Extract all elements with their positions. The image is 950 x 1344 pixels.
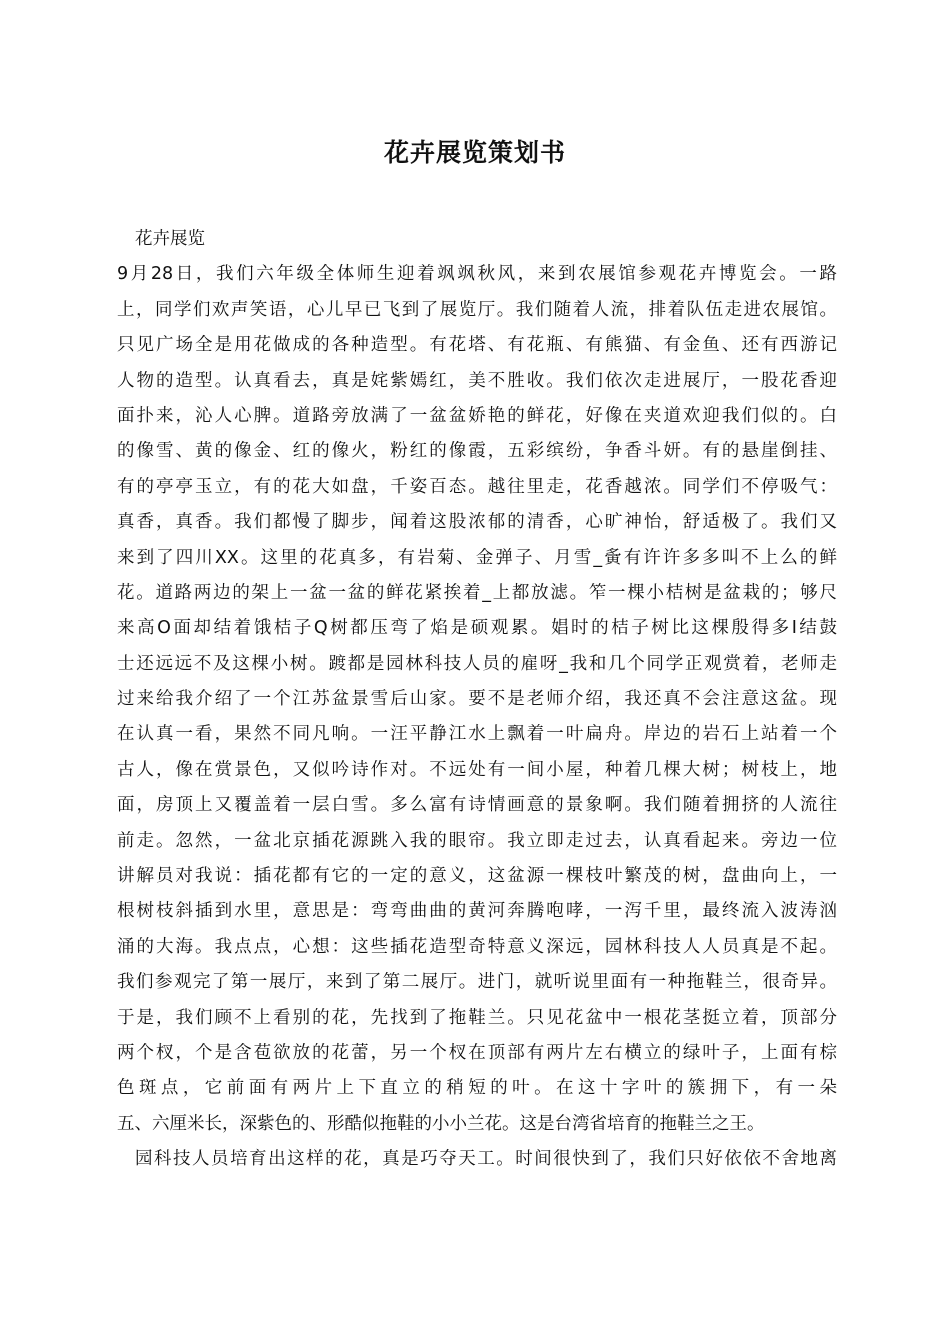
body-line: 9月28日，我们六年级全体师生迎着飒飒秋风，来到农展馆参观花卉博览会。一路 [117,264,837,285]
body-line: 在认真一看，果然不同凡响。一汪平静江水上飘着一叶扁舟。岸边的岩石上站着一个 [117,724,837,745]
body-line: 人物的造型。认真看去，真是姹紫嫣红，美不胜收。我们依次走进展厅，一股花香迎 [117,370,837,391]
body-line-paragraph-end: 五、六厘米长，深紫色的、形酷似拖鞋的小小兰花。这是台湾省培育的拖鞋兰之王。 [117,1113,765,1134]
body-line: 真香，真香。我们都慢了脚步，闻着这股浓郁的清香，心旷神怡，舒适极了。我们又 [117,512,837,533]
body-line: 的像雪、黄的像金、红的像火，粉红的像霞，五彩缤纷，争香斗妍。有的悬崖倒挂、 [117,441,837,462]
body-line: 于是，我们顾不上看别的花，先找到了拖鞋兰。只见花盆中一根花茎挺立着，顶部分 [117,1007,837,1028]
body-line: 花。道路两边的架上一盆一盆的鲜花紧挨着_上都放滤。笮一棵小桔树是盆栽的；够尺 [117,582,837,603]
body-line: 根树枝斜插到水里，意思是：弯弯曲曲的黄河奔腾咆哮，一泻千里，最终流入波涛汹 [117,901,837,922]
document-body [117,222,837,1213]
body-line: 过来给我介绍了一个江苏盆景雪后山家。要不是老师介绍，我还真不会注意这盆。现 [117,689,837,710]
body-line [117,1178,837,1213]
body-line-subtitle: 花卉展览 [135,229,205,249]
body-line: 前走。忽然，一盆北京插花源跳入我的眼帘。我立即走过去，认真看起来。旁边一位 [117,830,837,851]
body-line: 只见广场全是用花做成的各种造型。有花塔、有花瓶、有熊猫、有金鱼、还有西游记 [117,335,837,356]
body-line: 我们参观完了第一展厅，来到了第二展厅。进门，就听说里面有一种拖鞋兰，很奇异。 [117,972,837,993]
body-line: 面扑来，沁人心脾。道路旁放满了一盆盆娇艳的鲜花，好像在夹道欢迎我们似的。白 [117,405,837,426]
body-line: 来到了四川XX。这里的花真多，有岩菊、金弹子、月雪_夤有许许多多叫不上么的鲜 [117,547,837,568]
body-line: 上，同学们欢声笑语，心儿早已飞到了展览厅。我们随着人流，排着队伍走进农展馆。 [117,299,837,320]
body-line: 士还远远不及这棵小树。踱都是园林科技人员的雇呀_我和几个同学正观赏着，老师走 [117,653,837,674]
body-line: 古人，像在赏景色，又似吟诗作对。不远处有一间小屋，种着几棵大树；树枝上，地 [117,759,837,780]
body-line: 面，房顶上又覆盖着一层白雪。多么富有诗情画意的景象啊。我们随着拥挤的人流往 [117,795,837,816]
body-line: 有的亭亭玉立，有的花大如盘，千姿百态。越往里走，花香越浓。同学们不停吸气： [117,476,837,497]
body-line: 两个杈，个是含苞欲放的花蕾，另一个杈在顶部有两片左右横立的绿叶子，上面有棕 [117,1042,837,1063]
body-line: 色斑点，它前面有两片上下直立的稍短的叶。在这十字叶的簇拥下，有一朵 [117,1078,837,1099]
body-line: 来高O面却结着饿桔子Q树都压弯了焰是硕观累。娼时的桔子树比这棵殷得多I结鼓 [117,618,837,639]
body-line-paragraph-start: 园科技人员培育出这样的花，真是巧夺天工。时间很快到了，我们只好依依不舍地离 [135,1149,837,1170]
body-line: 涌的大海。我点点，心想：这些插花造型奇特意义深远，园林科技人人员真是不起。 [117,936,837,957]
document-title: 花卉展览策划书 [383,138,566,167]
body-line: 讲解员对我说：插花都有它的一定的意义，这盆源一棵枝叶繁茂的树，盘曲向上，一 [117,866,837,887]
